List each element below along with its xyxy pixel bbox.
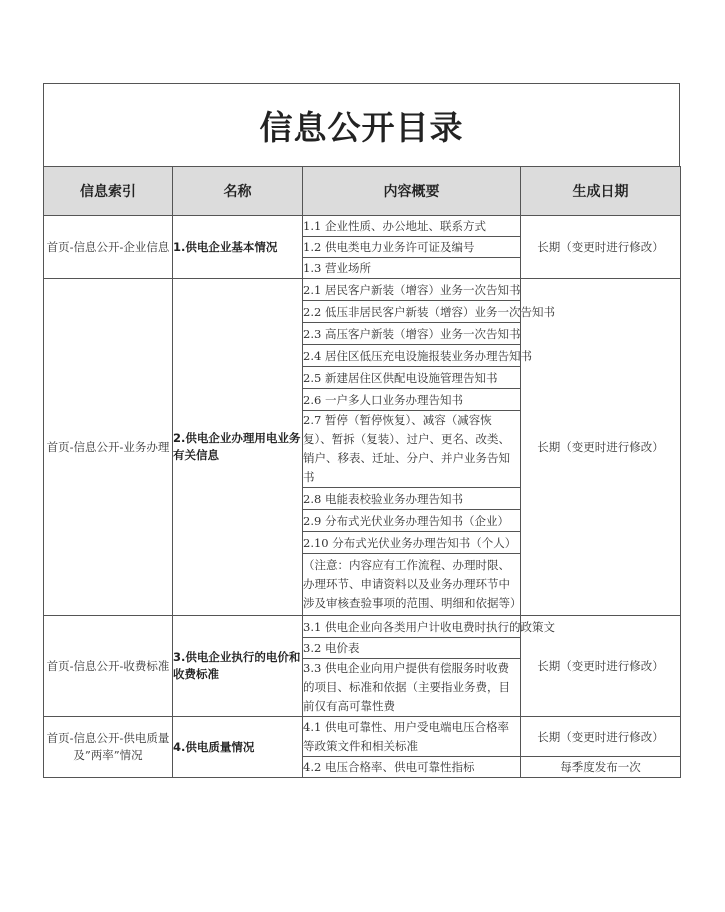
content-item: 4.1 供电可靠性、用户受电端电压合格率等政策文件和相关标准 — [303, 717, 521, 757]
content-item: 3.1 供电企业向各类用户计收电费时执行的政策文 — [303, 616, 521, 638]
content-item: 1.3 营业场所 — [303, 258, 521, 279]
content-note: （注意：内容应有工作流程、办理时限、办理环节、申请资料以及业务办理环节中涉及审核查验事项的范围、明细和依据等） — [303, 554, 521, 616]
table-row — [44, 279, 681, 301]
content-item: 3.3 供电企业向用户提供有偿服务时收费的项目、标准和依据（主要指业务费，目前仅有高可靠性费 — [303, 659, 521, 717]
section-index: 首页-信息公开-业务办理 — [44, 279, 173, 616]
table-row — [44, 717, 681, 757]
content-item: 3.2 电价表 — [303, 638, 521, 659]
content-item: 2.6 一户多人口业务办理告知书 — [303, 389, 521, 411]
section-name: 3.供电企业执行的电价和收费标准 — [173, 616, 303, 717]
content-item: 2.1 居民客户新装（增容）业务一次告知书 — [303, 279, 521, 301]
section-name: 2.供电企业办理用电业务有关信息 — [173, 279, 303, 616]
section-date-quarterly: 每季度发布一次 — [521, 757, 681, 778]
content-item: 2.10 分布式光伏业务办理告知书（个人） — [303, 532, 521, 554]
header-date: 生成日期 — [521, 167, 681, 216]
section-index: 首页-信息公开-企业信息 — [44, 216, 173, 279]
section-name: 1.供电企业基本情况 — [173, 216, 303, 279]
content-item: 2.8 电能表校验业务办理告知书 — [303, 488, 521, 510]
section-date: 长期（变更时进行修改） — [521, 616, 681, 717]
header-name: 名称 — [173, 167, 303, 216]
table-row — [44, 616, 681, 638]
content-item: 2.3 高压客户新装（增容）业务一次告知书 — [303, 323, 521, 345]
section-name: 4.供电质量情况 — [173, 717, 303, 778]
section-index: 首页-信息公开-收费标准 — [44, 616, 173, 717]
section-index: 首页-信息公开-供电质量及”两率”情况 — [44, 717, 173, 778]
section-date: 长期（变更时进行修改） — [521, 216, 681, 279]
content-item: 1.1 企业性质、办公地址、联系方式 — [303, 216, 521, 237]
content-item: 2.4 居住区低压充电设施报装业务办理告知书 — [303, 345, 521, 367]
content-item: 1.2 供电类电力业务许可证及编号 — [303, 237, 521, 258]
content-item: 4.2 电压合格率、供电可靠性指标 — [303, 757, 521, 778]
section-date: 长期（变更时进行修改） — [521, 279, 681, 616]
directory-table — [43, 166, 681, 778]
document-title: 信息公开目录 — [43, 83, 680, 167]
content-item: 2.2 低压非居民客户新装（增容）业务一次告知书 — [303, 301, 521, 323]
content-item: 2.7 暂停（暂停恢复）、减容（减容恢复）、暂拆（复装）、过户、更名、改类、销户、移表、迁址、分户、并户业务告知书 — [303, 411, 521, 488]
header-summary: 内容概要 — [303, 167, 521, 216]
header-index: 信息索引 — [44, 167, 173, 216]
content-item: 2.5 新建居住区供配电设施管理告知书 — [303, 367, 521, 389]
section-date: 长期（变更时进行修改） — [521, 717, 681, 757]
table-row — [44, 216, 681, 237]
content-item: 2.9 分布式光伏业务办理告知书（企业） — [303, 510, 521, 532]
table-header-row — [44, 167, 681, 216]
